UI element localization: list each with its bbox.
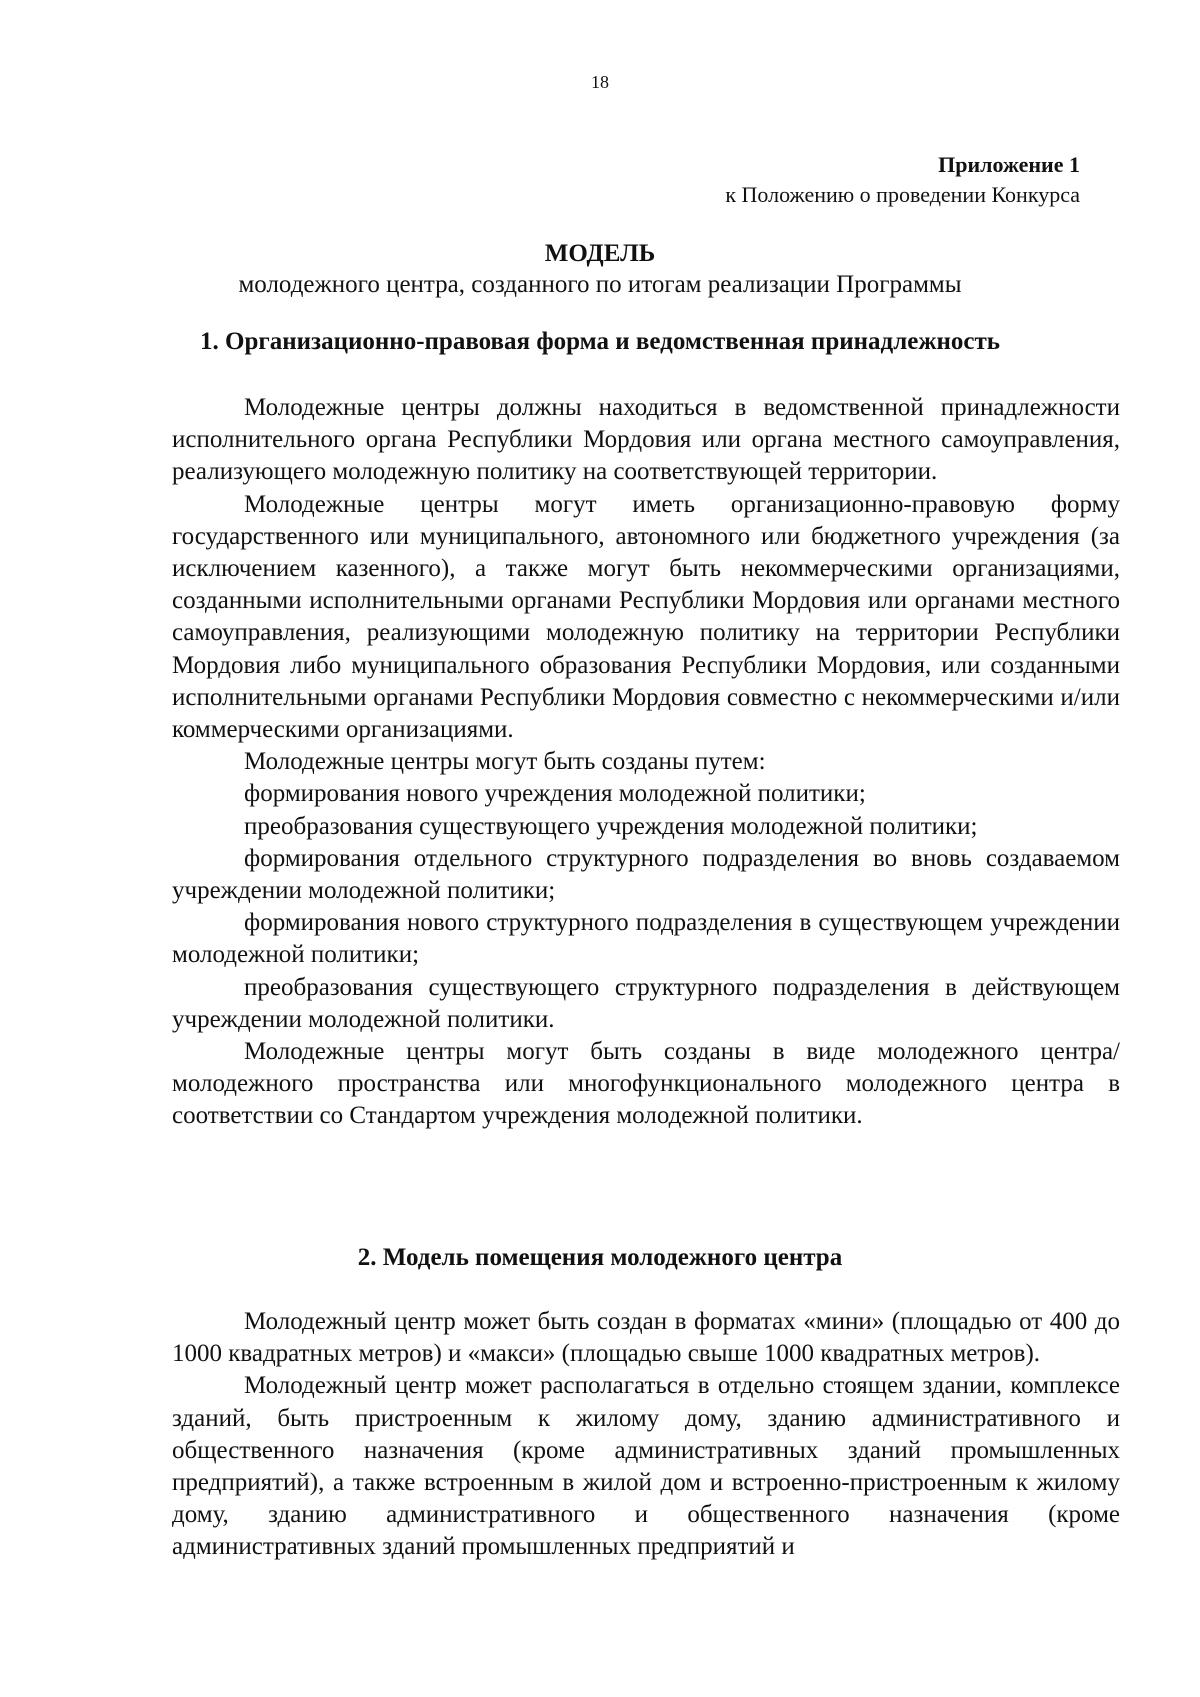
paragraph: Молодежные центры могут быть созданы в виде молодежного центра/молодежного пространства или многофункционального молодежного центра в соответствии со Стандартом учреждения молодежной политики.: [172, 1038, 1120, 1130]
list-item: формирования нового структурного подразделения в существующем учреждении молодежной политики;: [172, 909, 1120, 969]
appendix-header: [725, 150, 1080, 210]
section-heading-1: 1. Организационно-правовая форма и ведомственная принадлежность: [200, 328, 1000, 355]
list-item: формирования отдельного структурного подразделения во вновь создаваемом учреждении молодежной политики;: [172, 844, 1120, 905]
paragraph: Молодежный центр может располагаться в отдельно стоящем здании, комплексе зданий, быть пристроенным к жилому дому, зданию административного и общественного назначения (кроме административных зданий промышленных предприятий), а также встроенным в жилой дом и встроенно-пристроенным к жилому дому, зданию административного и общественного назначения (кроме административных зданий промышленных предприятий и: [172, 1372, 1120, 1561]
section-1-body: [172, 392, 1120, 1133]
paragraph: Молодежный центр может быть создан в форматах «мини» (площадью от 400 до 1000 квадратных метров) и «макси» (площадью свыше 1000 квадратных метров).: [172, 1308, 1120, 1368]
paragraph: Молодежные центры могут быть созданы путем:: [244, 748, 766, 776]
list-item: преобразования существующего учреждения молодежной политики;: [244, 812, 978, 840]
document-subtitle: молодежного центра, созданного по итогам реализации Программы: [238, 271, 962, 298]
paragraph: Молодежные центры могут иметь организационно-правовую форму государственного или муниципального, автономного или бюджетного учреждения (за исключением казенного), а также могут быть некоммерческими организациями, созданными исполнительными органами Республики Мордовия или органами местного самоуправления, реализующими молодежную политику на территории Республики Мордовия либо муниципального образования Республики Мордовия, или созданными исполнительными органами Республики Мордовия совместно с некоммерческими и/или коммерческими организациями.: [172, 490, 1120, 744]
list-item: формирования нового учреждения молодежной политики;: [244, 780, 866, 808]
list-item: преобразования существующего структурного подразделения в действующем учреждении молодежной политики.: [172, 973, 1120, 1033]
paragraph: Молодежные центры должны находиться в ведомственной принадлежности исполнительного органа Республики Мордовия или органа местного самоуправления, реализующего молодежную политику на соответствующей территории.: [172, 394, 1120, 486]
page-number: 18: [591, 72, 609, 92]
appendix-subtitle: к Положению о проведении Конкурса: [725, 182, 1080, 207]
section-heading-2: 2. Модель помещения молодежного центра: [357, 1244, 843, 1271]
document-title: МОДЕЛЬ: [544, 240, 656, 267]
section-2-body: [172, 1306, 1120, 1564]
appendix-title: Приложение 1: [938, 152, 1080, 177]
